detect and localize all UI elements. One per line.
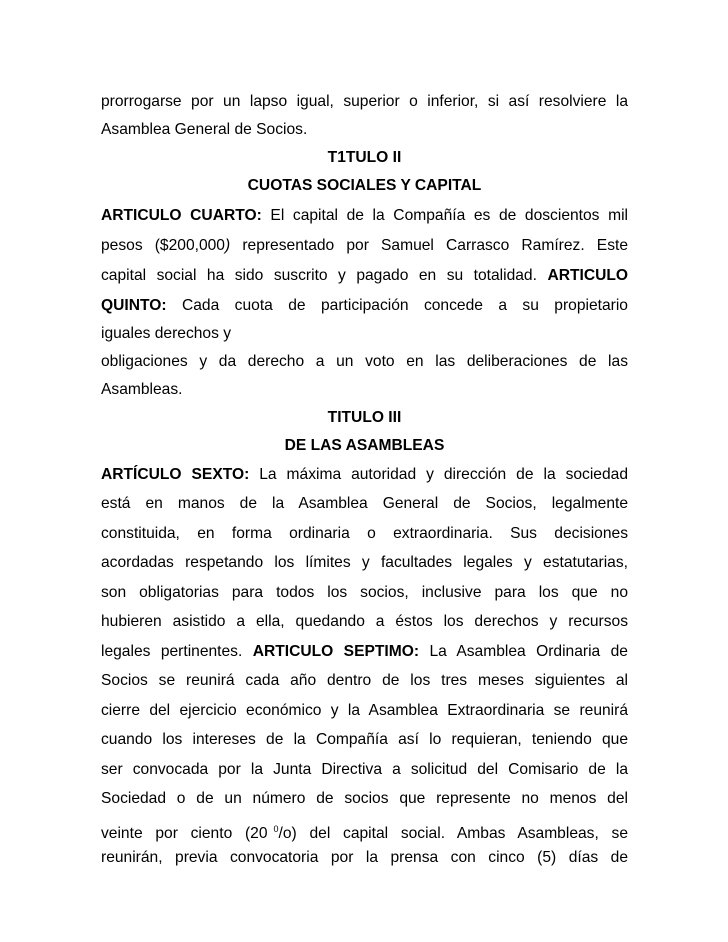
title-number: T1TULO II	[327, 149, 402, 166]
text-line: capital social ha sido suscrito y pagado en su totalidad. ARTICULO	[101, 267, 629, 284]
article-label: ARTICULO	[547, 267, 629, 284]
text-line: QUINTO: Cada cuota de participación concede a su propietario	[101, 297, 628, 314]
text-line: Asambleas.	[101, 381, 183, 398]
article-label: QUINTO:	[101, 297, 167, 314]
text-line: prorrogarse por un lapso igual, superior o inferior, si así resolviere la	[101, 93, 628, 110]
text-line: hubieren asistido a ella, quedando a éstos los derechos y recursos	[101, 613, 628, 630]
title-heading: DE LAS ASAMBLEAS	[284, 437, 445, 454]
text-line: legales pertinentes. ARTICULO SEPTIMO: La Asamblea Ordinaria de	[101, 643, 628, 660]
text-line: acordadas respetando los límites y facultades legales y estatutarias,	[101, 554, 628, 571]
text-line: cuando los intereses de la Compañía así lo requieran, teniendo que	[101, 731, 628, 748]
text-line: iguales derechos y	[101, 325, 232, 342]
text-line: constituida, en forma ordinaria o extraordinaria. Sus decisiones	[101, 525, 628, 542]
article-label: ARTICULO SEPTIMO:	[252, 643, 420, 660]
text-line: Sociedad o de un número de socios que represente no menos del	[101, 790, 628, 807]
text-line: reunirán, previa convocatoria por la prensa con cinco (5) días de	[101, 849, 628, 866]
title-heading: CUOTAS SOCIALES Y CAPITAL	[247, 177, 482, 194]
text-line: Asamblea General de Socios.	[101, 121, 308, 138]
text-line: obligaciones y da derecho a un voto en las deliberaciones de las	[101, 353, 628, 370]
article-label: ARTICULO CUARTO:	[101, 207, 262, 224]
text-line: ARTICULO CUARTO: El capital de la Compañía es de doscientos mil	[101, 207, 628, 224]
title-number: TITULO III	[327, 409, 402, 426]
text-line: pesos ($200,000) representado por Samuel Carrasco Ramírez. Este	[101, 237, 628, 254]
text-line: son obligatorias para todos los socios, inclusive para los que no	[101, 584, 628, 601]
article-label: ARTÍCULO SEXTO:	[101, 466, 250, 483]
text-line: está en manos de la Asamblea General de Socios, legalmente	[101, 495, 628, 512]
text-line: veinte por ciento (20 $^0$/o) del capital social. Ambas Asambleas, se	[101, 824, 628, 842]
superscript: 0	[273, 824, 279, 834]
text-line: ser convocada por la Junta Directiva a solicitud del Comisario de la	[101, 761, 628, 778]
text-line: cierre del ejercicio económico y la Asamblea Extraordinaria se reunirá	[101, 702, 628, 719]
text-line: ARTÍCULO SEXTO: La máxima autoridad y dirección de la sociedad	[101, 466, 628, 483]
text-line: Socios se reunirá cada año dentro de los tres meses siguientes al	[101, 672, 628, 689]
